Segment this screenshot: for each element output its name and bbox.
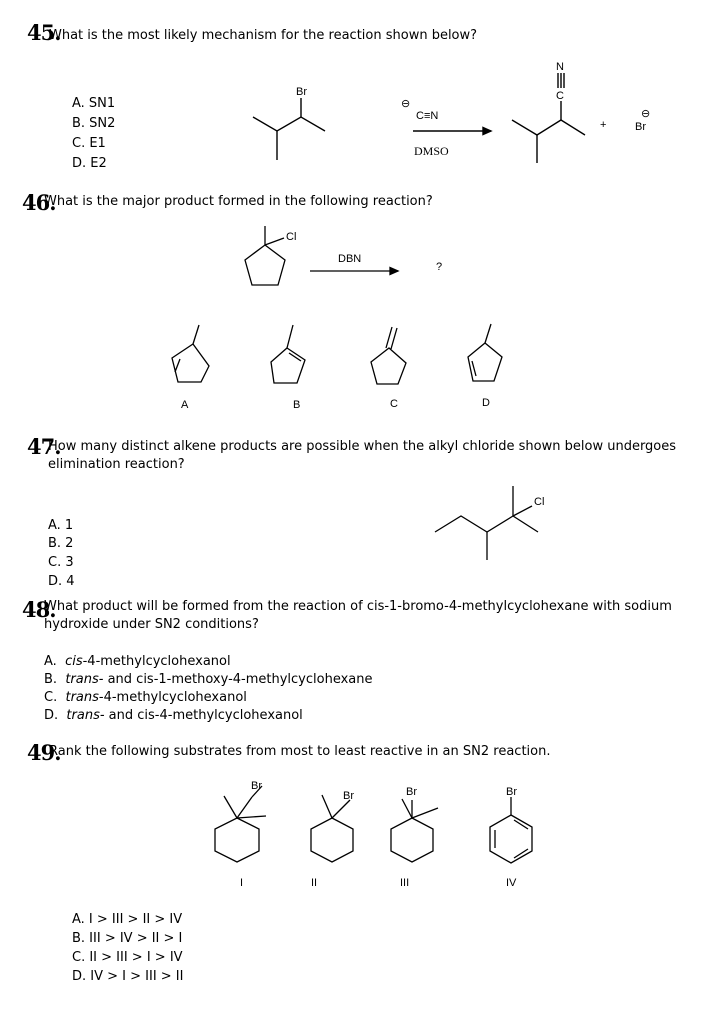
- q49-option-d[interactable]: D. IV > I > III > II: [72, 969, 184, 984]
- q48-option-a[interactable]: A. cis-4-methylcyclohexanol: [44, 654, 231, 669]
- q46-label-b[interactable]: B: [293, 399, 301, 411]
- q45-minus-icon-2: ⊖: [641, 108, 651, 120]
- q45-option-a[interactable]: A. SN1: [72, 96, 116, 111]
- q45-br-ion: Br: [635, 121, 646, 133]
- q48-option-b[interactable]: B. trans- and cis-1-methoxy-4-methylcyclohexane: [44, 672, 373, 687]
- q47-question-line1: How many distinct alkene products are possible when the alkyl chloride shown below undergoes: [48, 439, 677, 454]
- q49-label-iii: III: [400, 877, 410, 889]
- q49-option-c[interactable]: C. II > III > I > IV: [72, 950, 183, 965]
- q45-reagent: C≡N: [416, 110, 439, 122]
- q49-br-label-2: Br: [343, 790, 354, 802]
- q49-br-label-1: Br: [251, 780, 262, 792]
- q47-option-d[interactable]: D. 4: [48, 574, 75, 589]
- q45-number: 45.: [27, 20, 61, 45]
- q47-number: 47.: [27, 434, 61, 459]
- q45-n-label: N: [556, 61, 564, 73]
- q46-product-unknown: ?: [436, 261, 443, 273]
- q47-option-b[interactable]: B. 2: [48, 536, 74, 551]
- q49-label-ii: II: [311, 877, 318, 889]
- q45-question: What is the most likely mechanism for the reaction shown below?: [49, 28, 478, 43]
- q49-option-b[interactable]: B. III > IV > II > I: [72, 931, 183, 946]
- q46-reagent: DBN: [338, 253, 362, 265]
- q48-question-line1: What product will be formed from the reaction of cis-1-bromo-4-methylcyclohexane with sodium: [44, 599, 672, 614]
- q48-question-line2: hydroxide under SN2 conditions?: [44, 617, 259, 632]
- q49-br-label-4: Br: [506, 786, 517, 798]
- q46-question: What is the major product formed in the following reaction?: [44, 194, 433, 209]
- q49-option-a[interactable]: A. I > III > II > IV: [72, 912, 183, 927]
- q45-solvent: DMSO: [414, 144, 449, 158]
- q47-cl-label: Cl: [534, 496, 545, 508]
- q49-number: 49.: [27, 740, 61, 765]
- q47-question-line2: elimination reaction?: [48, 457, 185, 472]
- q46-cl-label: Cl: [286, 231, 297, 243]
- q46-number: 46.: [22, 190, 56, 215]
- q49-label-iv: IV: [506, 877, 517, 889]
- q48-option-d[interactable]: D. trans- and cis-4-methylcyclohexanol: [44, 708, 303, 723]
- q45-c-label: C: [556, 90, 564, 102]
- q45-minus-icon: ⊖: [401, 98, 411, 110]
- q47-option-a[interactable]: A. 1: [48, 518, 74, 533]
- q48-option-c[interactable]: C. trans-4-methylcyclohexanol: [44, 690, 247, 705]
- q45-option-c[interactable]: C. E1: [72, 136, 106, 151]
- q49-label-i: I: [240, 877, 244, 889]
- q45-br-label: Br: [296, 86, 307, 98]
- q46-label-a[interactable]: A: [181, 399, 189, 411]
- q45-option-b[interactable]: B. SN2: [72, 116, 116, 131]
- q45-option-d[interactable]: D. E2: [72, 156, 107, 171]
- q46-label-d[interactable]: D: [482, 397, 490, 409]
- q46-label-c[interactable]: C: [390, 398, 398, 410]
- q49-br-label-3: Br: [406, 786, 417, 798]
- q49-question: Rank the following substrates from most to least reactive in an SN2 reaction.: [49, 744, 551, 759]
- q47-option-c[interactable]: C. 3: [48, 555, 74, 570]
- q45-plus: +: [600, 119, 607, 131]
- q48-number: 48.: [22, 597, 56, 622]
